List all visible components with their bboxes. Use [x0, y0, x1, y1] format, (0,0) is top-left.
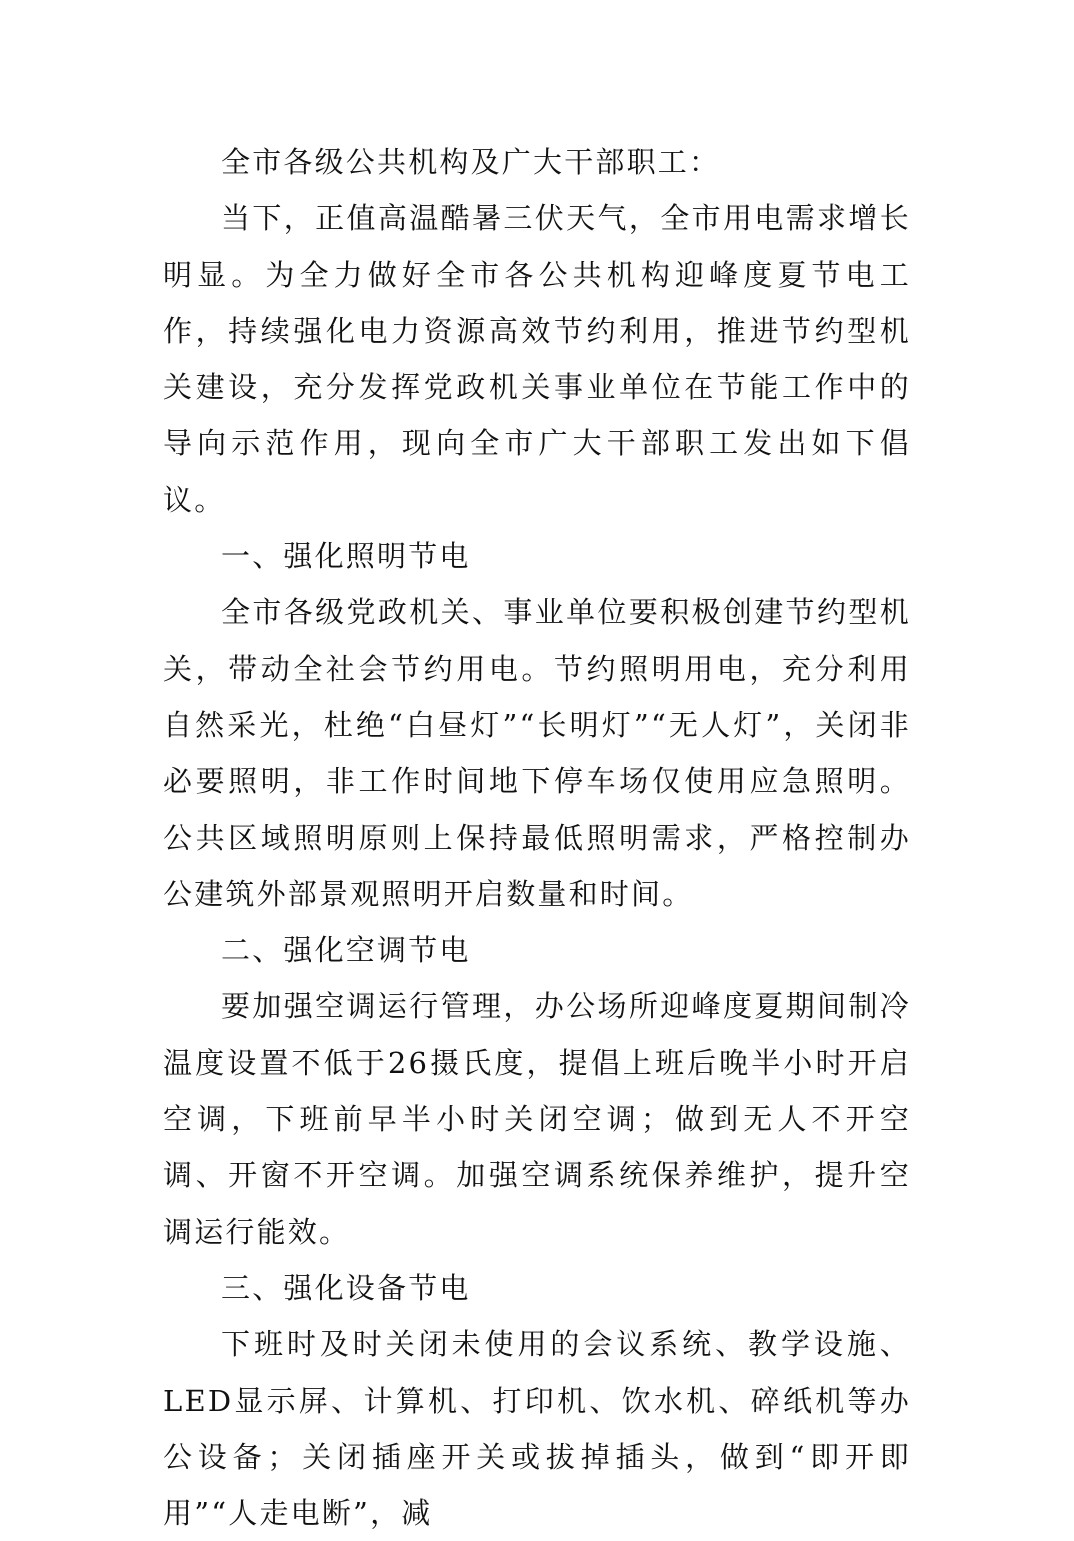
intro-paragraph: 当下，正值高温酷暑三伏天气，全市用电需求增长明显。为全力做好全市各公共机构迎峰度夏节电工作，持续强化电力资源高效节约利用，推进节约型机关建设，充分发挥党政机关事业单位在节能工作中的导向示范作用，现向全市广大干部职工发出如下倡议。 — [163, 201, 911, 517]
salutation: 全市各级公共机构及广大干部职工： — [221, 145, 721, 179]
section-heading-lighting: 一、强化照明节电 — [221, 539, 471, 574]
section-body-air-conditioning: 要加强空调运行管理，办公场所迎峰度夏期间制冷温度设置不低于26摄氏度，提倡上班后晚半小时开启空调，下班前早半小时关闭空调；做到无人不开空调、开窗不开空调。加强空调系统保养维护，提升空调运行能效。 — [163, 989, 911, 1249]
document-body — [163, 134, 911, 1541]
section-body-lighting: 全市各级党政机关、事业单位要积极创建节约型机关，带动全社会节约用电。节约照明用电，充分利用自然采光，杜绝“白昼灯”“长明灯”“无人灯”，关闭非必要照明，非工作时间地下停车场仅使用应急照明。公共区域照明原则上保持最低照明需求，严格控制办公建筑外部景观照明开启数量和时间。 — [163, 595, 911, 911]
section-body-equipment: 下班时及时关闭未使用的会议系统、教学设施、LED显示屏、计算机、打印机、饮水机、碎纸机等办公设备；关闭插座开关或拔掉插头，做到“即开即用”“人走电断”，减 — [163, 1327, 911, 1531]
section-heading-equipment: 三、强化设备节电 — [221, 1270, 471, 1305]
section-heading-air-conditioning: 二、强化空调节电 — [221, 933, 471, 968]
